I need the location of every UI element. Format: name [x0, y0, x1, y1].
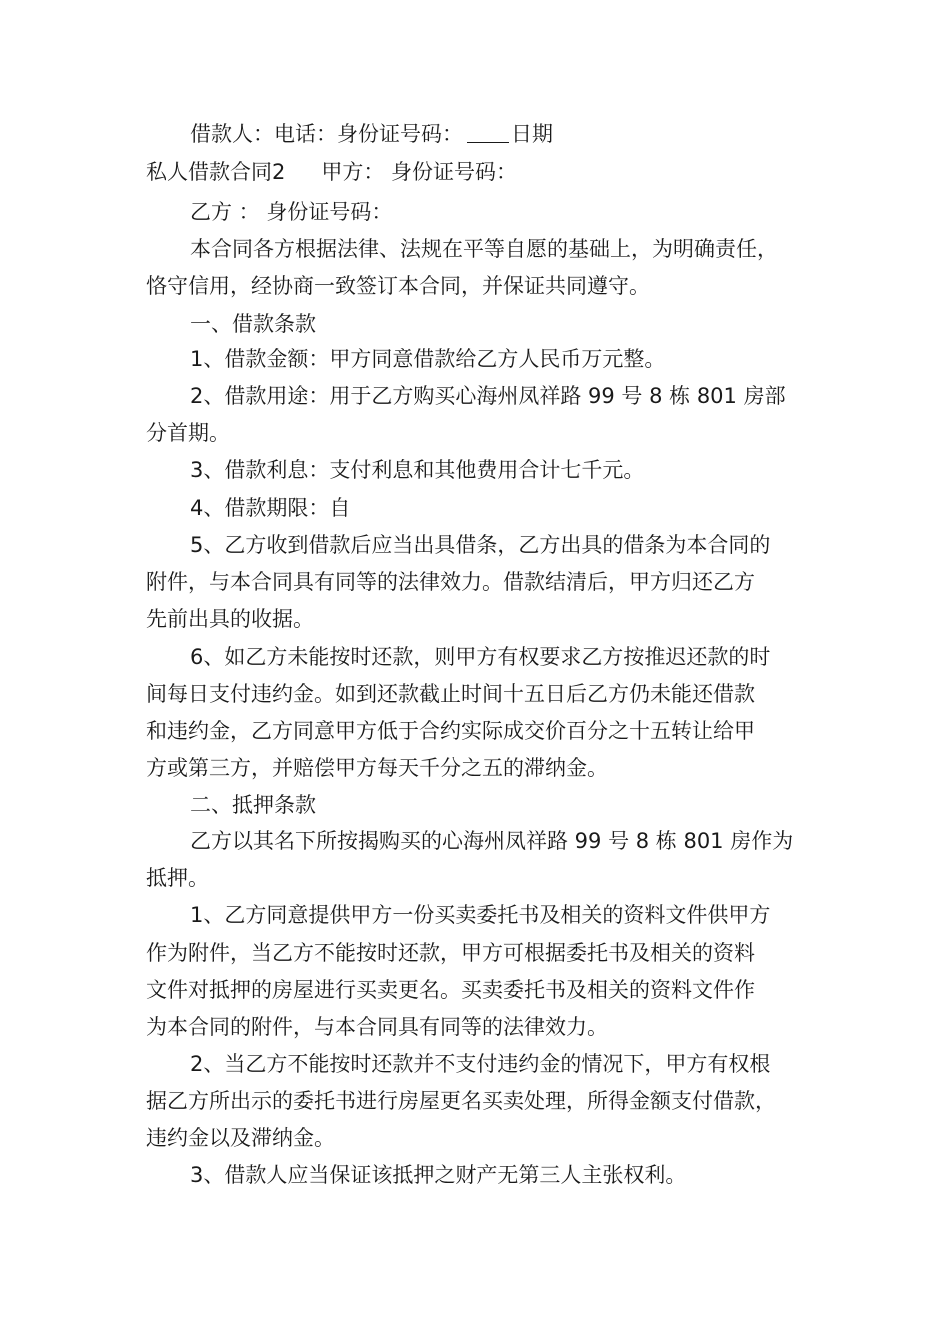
clause-line: 附件，与本合同具有同等的法律效力。借款结清后，甲方归还乙方 [146, 570, 755, 594]
clause-line: 乙方以其名下所按揭购买的心海州凤祥路 99 号 8 栋 801 房作为 [190, 829, 794, 853]
clause-line: 1、乙方同意提供甲方一份买卖委托书及相关的资料文件供甲方 [190, 903, 771, 927]
clause-line: 4、借款期限：自 [190, 496, 351, 520]
clause-line: 3、借款人应当保证该抵押之财产无第三人主张权利。 [190, 1163, 687, 1187]
clause-line: 抵押。 [146, 866, 209, 890]
paragraph-line: 恪守信用，经协商一致签订本合同，并保证共同遵守。 [146, 274, 650, 298]
clause-line: 5、乙方收到借款后应当出具借条，乙方出具的借条为本合同的 [190, 533, 771, 557]
clause-line: 违约金以及滞纳金。 [146, 1126, 335, 1150]
clause-line: 3、借款利息：支付利息和其他费用合计七千元。 [190, 458, 645, 482]
clause-line: 先前出具的收据。 [146, 607, 314, 631]
clause-line: 间每日支付违约金。如到还款截止时间十五日后乙方仍未能还借款 [146, 682, 755, 706]
paragraph-line: 本合同各方根据法律、法规在平等自愿的基础上，为明确责任， [190, 237, 778, 261]
clause-line: 方或第三方，并赔偿甲方每天千分之五的滞纳金。 [146, 756, 608, 780]
party-a-line: 甲方： 身份证号码： [321, 160, 518, 184]
clause-line: 和违约金，乙方同意甲方低于合约实际成交价百分之十五转让给甲 [146, 719, 755, 743]
clause-line: 2、借款用途：用于乙方购买心海州凤祥路 99 号 8 栋 801 房部 [190, 384, 786, 408]
clause-line: 1、借款金额：甲方同意借款给乙方人民币万元整。 [190, 347, 666, 371]
clause-line: 分首期。 [146, 421, 230, 445]
borrower-label: 借款人：电话：身份证号码： [190, 122, 463, 146]
clause-line: 为本合同的附件，与本合同具有同等的法律效力。 [146, 1015, 608, 1039]
clause-line: 2、当乙方不能按时还款并不支付违约金的情况下，甲方有权根 [190, 1052, 771, 1076]
section-heading: 二、抵押条款 [190, 793, 316, 817]
clause-line: 6、如乙方未能按时还款，则甲方有权要求乙方按推迟还款的时 [190, 645, 771, 669]
clause-line: 据乙方所出示的委托书进行房屋更名买卖处理，所得金额支付借款， [146, 1089, 776, 1113]
date-label: 日期 [511, 122, 553, 146]
contract-title: 私人借款合同2 [146, 160, 286, 184]
clause-line: 作为附件，当乙方不能按时还款，甲方可根据委托书及相关的资料 [146, 941, 755, 965]
title-line [146, 157, 816, 187]
clause-line: 文件对抵押的房屋进行买卖更名。买卖委托书及相关的资料文件作 [146, 978, 755, 1002]
section-heading: 一、借款条款 [190, 312, 316, 336]
party-b-line: 乙方 ： 身份证号码： [190, 200, 393, 224]
date-blank [467, 124, 509, 143]
borrower-line [190, 119, 816, 149]
